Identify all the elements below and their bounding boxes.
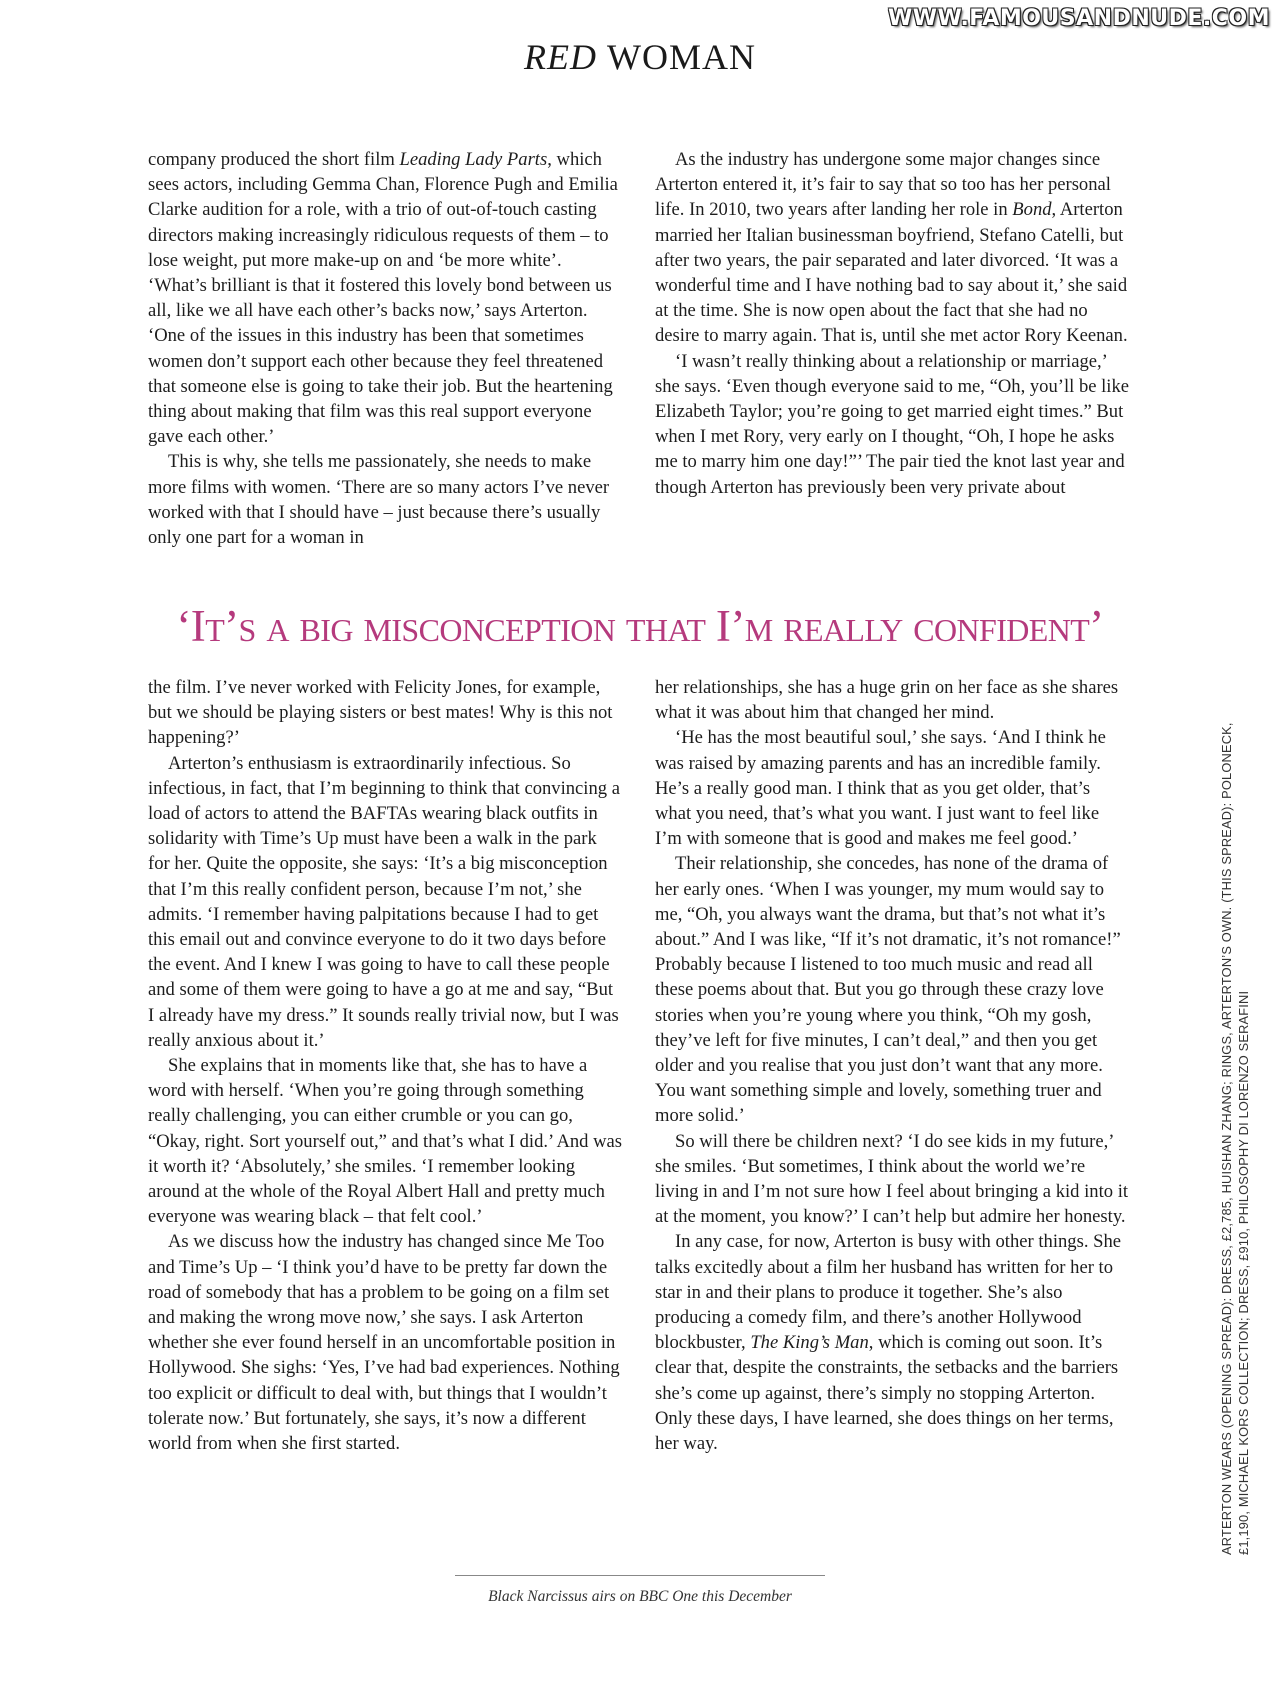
- paragraph: ‘He has the most beautiful soul,’ she says. ‘And I think he was raised by amazing parents and has an incredible family. He’s a really good man. I think that as you get older, that’s what you need, that’s what you want. I just want to feel like I’m with someone that is good and makes me feel good.’: [655, 727, 1106, 850]
- film-title: The King’s Man: [750, 1332, 869, 1354]
- text-run: , Arterton married her Italian businessman boyfriend, Stefano Catelli, but after two years, the pair separated and later divorced. ‘It was a wonderful time and I have nothing bad to say about it,’ she said at the time. She is now open about the fact that she had no desire to marry again. That is, until she met actor Rory Keenan.: [655, 199, 1128, 347]
- paragraph: the film. I’ve never worked with Felicity Jones, for example, but we should be playing sisters or best mates! Why is this not happening?’: [148, 677, 613, 749]
- paragraph: [655, 1229, 1130, 1456]
- footer-note: Black Narcissus airs on BBC One this December: [488, 1588, 792, 1605]
- pull-quote: ‘It’s a big misconception that I’m really confident’: [176, 601, 1104, 651]
- section-title-word2: WOMAN: [607, 37, 756, 77]
- paragraph: As we discuss how the industry has changed since Me Too and Time’s Up – ‘I think you’d have to be pretty far down the road of somebody that has a problem to be going on a film set and making the wrong move now,’ she says. I ask Arterton whether she ever found herself in an uncomfortable position in Hollywood. She sighs: ‘Yes, I’ve had bad experiences. Nothing too explicit or difficult to deal with, but things that I wouldn’t tolerate now.’ But fortunately, she says, it’s now a different world from when she first started.: [148, 1231, 620, 1455]
- watermark-text: WWW.FAMOUSANDNUDE.COM: [887, 6, 1270, 31]
- paragraph: [148, 147, 623, 449]
- section-title-word1: RED: [524, 37, 597, 77]
- section-title: [0, 36, 1280, 78]
- paragraph: ‘I wasn’t really thinking about a relationship or marriage,’ she says. ‘Even though everyone said to me, “Oh, you’ll be like Elizabeth Taylor; you’re going to get married eight times.” But when I met Rory, very early on I thought, “Oh, I hope he asks me to marry him one day!”’ The pair tied the knot last year and though Arterton has previously been very private about: [655, 350, 1130, 498]
- text-run: , which sees actors, including Gemma Chan, Florence Pugh and Emilia Clarke audition for a role, with a trio of out-of-touch casting directors making increasingly ridiculous requests of them – to lose weight, put more make-up on and ‘be more white’. ‘What’s brilliant is that it fostered this lovely bond between us all, like we all have each other’s backs now,’ says Arterton. ‘One of the issues in this industry has been that sometimes women don’t support each other because they feel threatened that someone else is going to take their job. But the heartening thing about making that film was this real support everyone gave each other.’: [148, 149, 618, 448]
- film-title: Bond: [1012, 199, 1052, 221]
- article-column-3: [148, 675, 623, 1456]
- text-run: In any case, for now, Arterton is busy with other things. She talks excitedly about a film her husband has written for her to star in and their plans to produce it together. She’s also producing a comedy film, and there’s another Hollywood blockbuster,: [655, 1231, 1122, 1354]
- article-column-2: [655, 147, 1130, 500]
- paragraph: She explains that in moments like that, she has to have a word with herself. ‘When you’re going through something really challenging, you can either crumble or you can go, “Okay, right. Sort yourself out,” and that’s what I did.’ And was it worth it? ‘Absolutely,’ she smiles. ‘I remember looking around at the whole of the Royal Albert Hall and pretty much everyone was wearing black – that felt cool.’: [148, 1055, 623, 1228]
- text-run: company produced the short film: [148, 149, 400, 170]
- text-run: , which is coming out soon. It’s clear that, despite the constraints, the setbacks and the barriers she’s come up against, there’s simply no stopping Arterton. Only these days, I have learned, she does things on her terms, her way.: [655, 1332, 1119, 1455]
- paragraph: So will there be children next? ‘I do see kids in my future,’ she smiles. ‘But sometimes, I think about the world we’re living in and I’m not sure how I feel about bringing a kid into it at the moment, you know?’ I can’t help but admire her honesty.: [655, 1130, 1129, 1228]
- film-title: Leading Lady Parts: [399, 149, 548, 170]
- article-column-1: [148, 147, 623, 550]
- article-column-4: [655, 675, 1130, 1456]
- footer-divider: [455, 1575, 825, 1576]
- paragraph: This is why, she tells me passionately, she needs to make more films with women. ‘There are so many actors I’ve never worked with that I should have – just because there’s usually only one part for a woman in: [148, 451, 610, 549]
- text-run: As the industry has undergone some major changes since Arterton entered it, it’s fair to say that so too has her personal life. In 2010, two years after landing her role in: [655, 149, 1111, 221]
- paragraph: her relationships, she has a huge grin on her face as she shares what it was about him that changed her mind.: [655, 677, 1119, 724]
- paragraph: Arterton’s enthusiasm is extraordinarily infectious. So infectious, in fact, that I’m beginning to think that convincing a load of actors to attend the BAFTAs wearing black outfits in solidarity with Time’s Up must have been a walk in the park for her. Quite the opposite, she says: ‘It’s a big misconception that I’m this really confident person, because I’m not,’ she admits. ‘I remember having palpitations because I had to get this email out and convince everyone to do it two days before the event. And I knew I was going to have to call these people and some of them were going to have a go at me and say, “But I already have my dress.” It sounds really trivial now, but I was really anxious about it.’: [148, 752, 620, 1051]
- paragraph: [655, 147, 1130, 349]
- fashion-credit: ARTERTON WEARS (OPENING SPREAD): DRESS, £2,785, HUISHAN ZHANG; RINGS, ARTERTON’S OWN. (THIS SPREAD): POLONECK, £1,190, MICHAEL KORS COLLECTION; DRESS, £910, PHILOSOPHY DI LORENZO SERAFINI: [1219, 722, 1251, 1555]
- paragraph: Their relationship, she concedes, has none of the drama of her early ones. ‘When I was younger, my mum would say to me, “Oh, you always want the drama, but that’s not what it’s about.” And I was like, “If it’s not dramatic, it’s not romance!” Probably because I listened to too much music and read all these poems about that. But you go through these crazy love stories when you’re young where you think, “Oh my gosh, they’ve left for five minutes, I can’t deal,” and then you get older and you realise that you just don’t want that any more. You want something simple and lovely, something truer and more solid.’: [655, 853, 1121, 1127]
